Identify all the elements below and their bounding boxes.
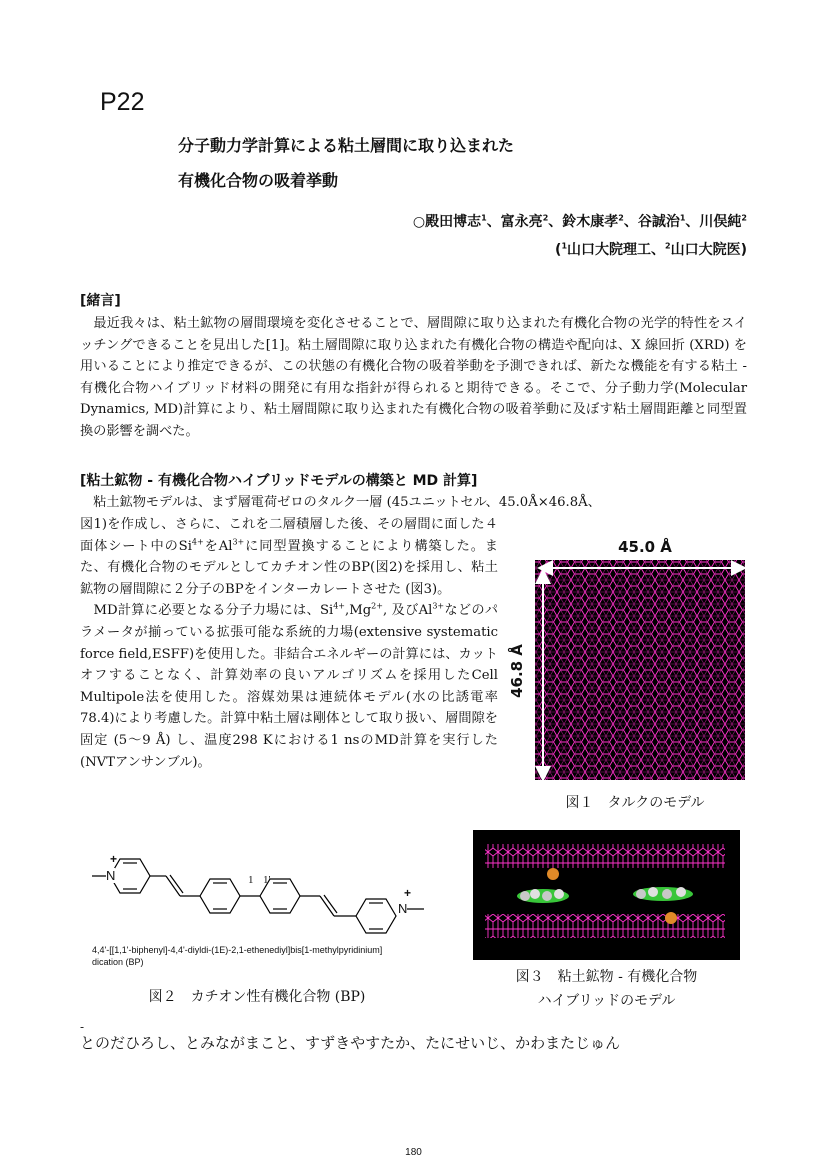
- author-1: ○殿田博志: [412, 214, 482, 230]
- figure-1-height-label: 46.8 Å: [508, 644, 526, 698]
- intro-heading: [緒言]: [80, 293, 121, 309]
- bp-label-1prime: 1': [263, 874, 271, 886]
- model-p3-b: ,Mg: [345, 603, 372, 619]
- footer-dash: -: [80, 1020, 85, 1034]
- author-4-affil: 1: [679, 213, 686, 223]
- model-p2-sup1: 4+: [191, 537, 204, 547]
- model-p3-a: MD計算に必要となる分子力場には、Si: [80, 603, 334, 619]
- bp-n-left: N: [106, 868, 116, 883]
- model-heading: [粘土鉱物 - 有機化合物ハイブリッドモデルの構築と MD 計算]: [80, 473, 478, 489]
- model-p3-sup1: 4+: [333, 601, 346, 611]
- figure-1-width-label: 45.0 Å: [618, 538, 672, 556]
- model-p2-c: に同型置換することにより構築した。また、有機化合物のモデルとしてカチオン性のBP(図2)を採用し、粘土鉱物の層間隙に２分子のBPをインターカレートさせた (図3)。: [80, 538, 498, 597]
- bp-molecule-1: [517, 889, 569, 903]
- affil-1-mark: 1: [561, 241, 568, 251]
- author-1-affil: 1: [481, 213, 487, 223]
- bp-label-1: 1: [248, 874, 254, 886]
- model-p2-b: をAl: [203, 538, 233, 554]
- model-p3-d: などのパラメータが揃っている拡張可能な系統的力場(extensive systematic force field,ESFF)を使用した。非結合エネルギーの計算には、カットオフすることなく、計算効率の良いアルゴリズムを採用したCell Multipole法を使用した。溶媒効果は連続体モデル(水の比誘電率78.4)により考慮した。計算中粘土層は剛体として取り扱い、層間隙を固定 (5～9 Å) し、温度298 Kにおける1 nsのMD計算を実行した (NVTアンサンブル)。: [80, 603, 499, 770]
- footer-romaji: とのだひろし、とみながまこと、すずきやすたか、たにせいじ、かわまたじゅん: [80, 1034, 621, 1052]
- figure-1: [508, 538, 755, 788]
- author-3: 、鈴木康孝: [548, 214, 619, 230]
- model-paragraph-body: [80, 514, 498, 773]
- page-number: 180: [405, 1147, 422, 1158]
- author-2: 、富永亮: [486, 214, 543, 230]
- model-paragraph-line1: 粘土鉱物モデルは、まず層電荷ゼロのタルク一層 (45ユニットセル、45.0Å×46.8Å、: [80, 495, 601, 510]
- model-p3-c: , 及びAl: [382, 603, 433, 619]
- bp-plus-right: +: [404, 886, 412, 900]
- bp-molecule-2: [633, 887, 693, 901]
- author-5: 、川俣純: [685, 214, 742, 230]
- cation-site-2: [665, 912, 677, 924]
- talc-model-image: [515, 538, 755, 788]
- hybrid-model-image: [473, 830, 740, 960]
- model-p3-sup3: 3+: [432, 601, 445, 611]
- figure-1-caption: 図１ タルクのモデル: [565, 795, 705, 811]
- title-line-1: 分子動力学計算による粘土層間に取り込まれた: [178, 136, 515, 155]
- intro-paragraph: 最近我々は、粘土鉱物の層間環境を変化させることで、層間隙に取り込まれた有機化合物の光学的特性をスイッチングできることを見出した[1]。粘土層間隙に取り込まれた有機化合物の構造や配向は、X 線回折 (XRD) を用いることにより推定できるが、この状態の有機化合物の吸着挙動を予測できれば、新たな機能を有する粘土 - 有機化合物ハイブリッド材料の開発に有用な指針が得られると期待できる。そこで、分子動力学(Molecular Dynamics, MD)計算により、粘土層間隙に取り込まれた有機化合物の吸着挙動に及ぼす粘土層間距離と同型置換の影響を調べた。: [80, 316, 747, 439]
- bp-n-right: N: [398, 901, 408, 916]
- affiliations: [555, 239, 747, 259]
- cation-site-1: [547, 868, 559, 880]
- model-p3-sup2: 2+: [371, 601, 383, 611]
- author-3-affil: 2: [618, 213, 624, 223]
- author-list: [413, 211, 747, 231]
- bp-chemical-name: 4,4'-[[1,1'-biphenyl]-4,4'-diyldi-(1E)-2,1-ethenediyl]bis[1-methylpyridinium] dication (BP): [92, 945, 383, 967]
- figure-2-caption: 図２ カチオン性有機化合物 (BP): [148, 989, 366, 1005]
- figure-3: [473, 830, 740, 960]
- author-4: 、谷誠治: [623, 214, 680, 230]
- title-line-2: 有機化合物の吸着挙動: [178, 171, 339, 190]
- affil-2-mark: 2: [665, 241, 671, 251]
- bp-structure-image: [88, 850, 440, 942]
- affil-open: (: [555, 242, 562, 258]
- figure-3-caption-line2: ハイブリッドのモデル: [537, 993, 676, 1009]
- poster-id: P22: [100, 88, 145, 116]
- bp-plus-left: +: [110, 852, 118, 866]
- affil-1: 山口大院理工、: [567, 242, 666, 258]
- author-2-affil: 2: [542, 213, 549, 223]
- affil-2: 山口大院医): [670, 242, 747, 258]
- model-p2-a: 図1)を作成し、さらに、これを二層積層した後、その層間に面した４面体シート中のSi: [80, 517, 498, 554]
- author-5-affil: 2: [741, 213, 747, 223]
- figure-3-caption-line1: 図３ 粘土鉱物 - 有機化合物: [515, 969, 698, 985]
- model-p2-sup2: 3+: [232, 537, 245, 547]
- figure-2: [88, 850, 440, 942]
